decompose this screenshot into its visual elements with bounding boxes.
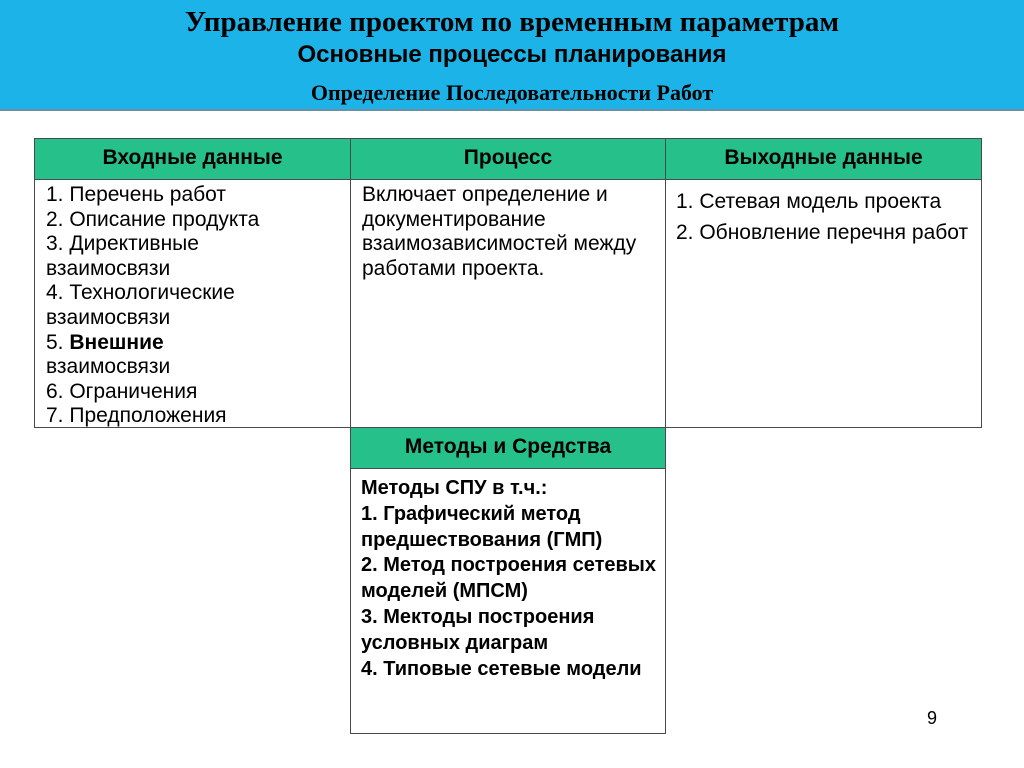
list-item: 4. Технологические xyxy=(46,281,235,305)
list-item: взаимосвязи xyxy=(46,355,171,379)
list-item-prefix: 5. xyxy=(46,330,70,354)
list-item-bold: Внешние xyxy=(69,330,164,354)
inputs-list xyxy=(46,183,346,429)
list-item: 1. Графический метод предшествования (ГМП) xyxy=(361,502,603,551)
list-item: Методы СПУ в т.ч.: xyxy=(361,477,548,499)
list-item xyxy=(46,331,346,356)
section-title: Определение Последовательности Работ xyxy=(310,80,714,105)
slide-title: Управление проектом по временным параметрам xyxy=(184,6,840,38)
methods-list xyxy=(361,476,661,682)
column-header-inputs: Входные данные xyxy=(34,138,351,180)
list-item: 3. Директивные xyxy=(46,232,199,256)
list-item: взаимосвязи xyxy=(46,305,171,329)
process-description: Включает определение и документирование взаимозависимостей между работами проекта. xyxy=(362,183,637,280)
methods-header: Методы и Средства xyxy=(350,427,666,469)
list-item: 4. Типовые сетевые модели xyxy=(361,657,642,680)
list-item: 6. Ограничения xyxy=(46,379,198,403)
list-item: 2. Описание продукта xyxy=(46,207,260,231)
slide-header xyxy=(0,0,1024,111)
list-item: 2. Обновление перечня работ xyxy=(676,221,969,244)
outputs-list xyxy=(676,186,976,248)
column-header-outputs: Выходные данные xyxy=(665,138,982,180)
list-item: 1. Перечень работ xyxy=(46,183,226,206)
column-header-process: Процесс xyxy=(350,138,666,180)
page-number: 9 xyxy=(926,708,937,728)
slide-subtitle: Основные процессы планирования xyxy=(297,41,727,68)
list-item: 2. Метод построения сетевых моделей (МПСМ) xyxy=(361,554,656,603)
list-item: 1. Сетевая модель проекта xyxy=(676,190,942,213)
list-item: 7. Предположения xyxy=(46,404,227,428)
list-item: 3. Мектоды построения условных диаграм xyxy=(361,605,595,654)
list-item: взаимосвязи xyxy=(46,256,171,280)
